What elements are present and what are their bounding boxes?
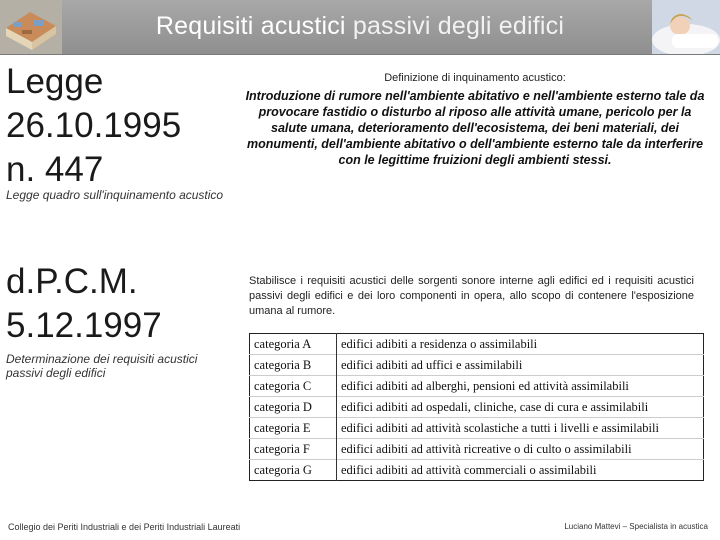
definition-title: Definizione di inquinamento acustico: — [384, 72, 566, 84]
dpcm-description: Stabilisce i requisiti acustici delle sorgenti sonore interne agli edifici ed i requisiti acustici passivi degli edifici e dei loro componenti in opera, allo scopo di contenere l'esposizione umana al rumore. — [249, 275, 694, 317]
category-code: categoria E — [250, 418, 337, 439]
dpcm-1997-title — [6, 260, 162, 348]
dpcm-1997-subtitle: Determinazione dei requisiti acustici passivi degli edifici — [6, 352, 198, 380]
title-strong: Requisiti acustici — [155, 12, 346, 40]
definition-text: Introduzione di rumore nell'ambiente abitativo e nell'ambiente esterno tale da provocare fastidio o disturbo al riposo alle attività umane, pericolo per la salute umana, deterioramento dell'ecosistema, dei beni materiali, dei monumenti, dell'ambiente abitativo o dell'ambiente esterno tale da interferire con le legittime fruizioni degli ambienti stessi. — [245, 89, 705, 167]
category-code: categoria F — [250, 439, 337, 460]
table-row — [250, 334, 704, 355]
category-description: edifici adibiti ad attività commerciali o assimilabili — [337, 460, 704, 481]
page-title — [0, 12, 720, 41]
category-description: edifici adibiti ad attività ricreative o di culto o assimilabili — [337, 439, 704, 460]
law-1995-title-line1: Legge — [6, 62, 104, 101]
table-row — [250, 439, 704, 460]
sleeping-person-image — [652, 0, 720, 54]
category-code: categoria G — [250, 460, 337, 481]
category-description: edifici adibiti ad attività scolastiche a tutti i livelli e assimilabili — [337, 418, 704, 439]
category-description: edifici adibiti ad alberghi, pensioni ed attività assimilabili — [337, 376, 704, 397]
table-row — [250, 355, 704, 376]
table-row — [250, 460, 704, 481]
header-bar — [0, 0, 720, 55]
dpcm-1997-title-line1: d.P.C.M. — [6, 262, 138, 301]
table-row — [250, 376, 704, 397]
footer-organization: Collegio dei Periti Industriali e dei Periti Industriali Laureati — [8, 522, 241, 532]
title-light: passivi degli edifici — [352, 12, 565, 40]
footer-author: Luciano Mattevi – Specialista in acustica — [564, 522, 708, 531]
category-code: categoria B — [250, 355, 337, 376]
category-description: edifici adibiti a residenza o assimilabili — [341, 336, 538, 351]
law-1995-title — [6, 60, 181, 192]
dpcm-1997-title-line2: 5.12.1997 — [6, 306, 162, 345]
category-code: categoria D — [250, 397, 337, 418]
building-categories-table — [249, 333, 704, 481]
category-description: edifici adibiti ad ospedali, cliniche, case di cura e assimilabili — [337, 397, 704, 418]
category-code: categoria C — [250, 376, 337, 397]
law-1995-title-line3: n. 447 — [6, 150, 104, 189]
table-row — [250, 418, 704, 439]
law-1995-title-line2: 26.10.1995 — [6, 106, 182, 145]
law-1995-subtitle: Legge quadro sull'inquinamento acustico — [6, 188, 224, 202]
table-row — [250, 397, 704, 418]
category-description: edifici adibiti ad uffici e assimilabili — [337, 355, 704, 376]
category-code: categoria A — [250, 334, 337, 355]
